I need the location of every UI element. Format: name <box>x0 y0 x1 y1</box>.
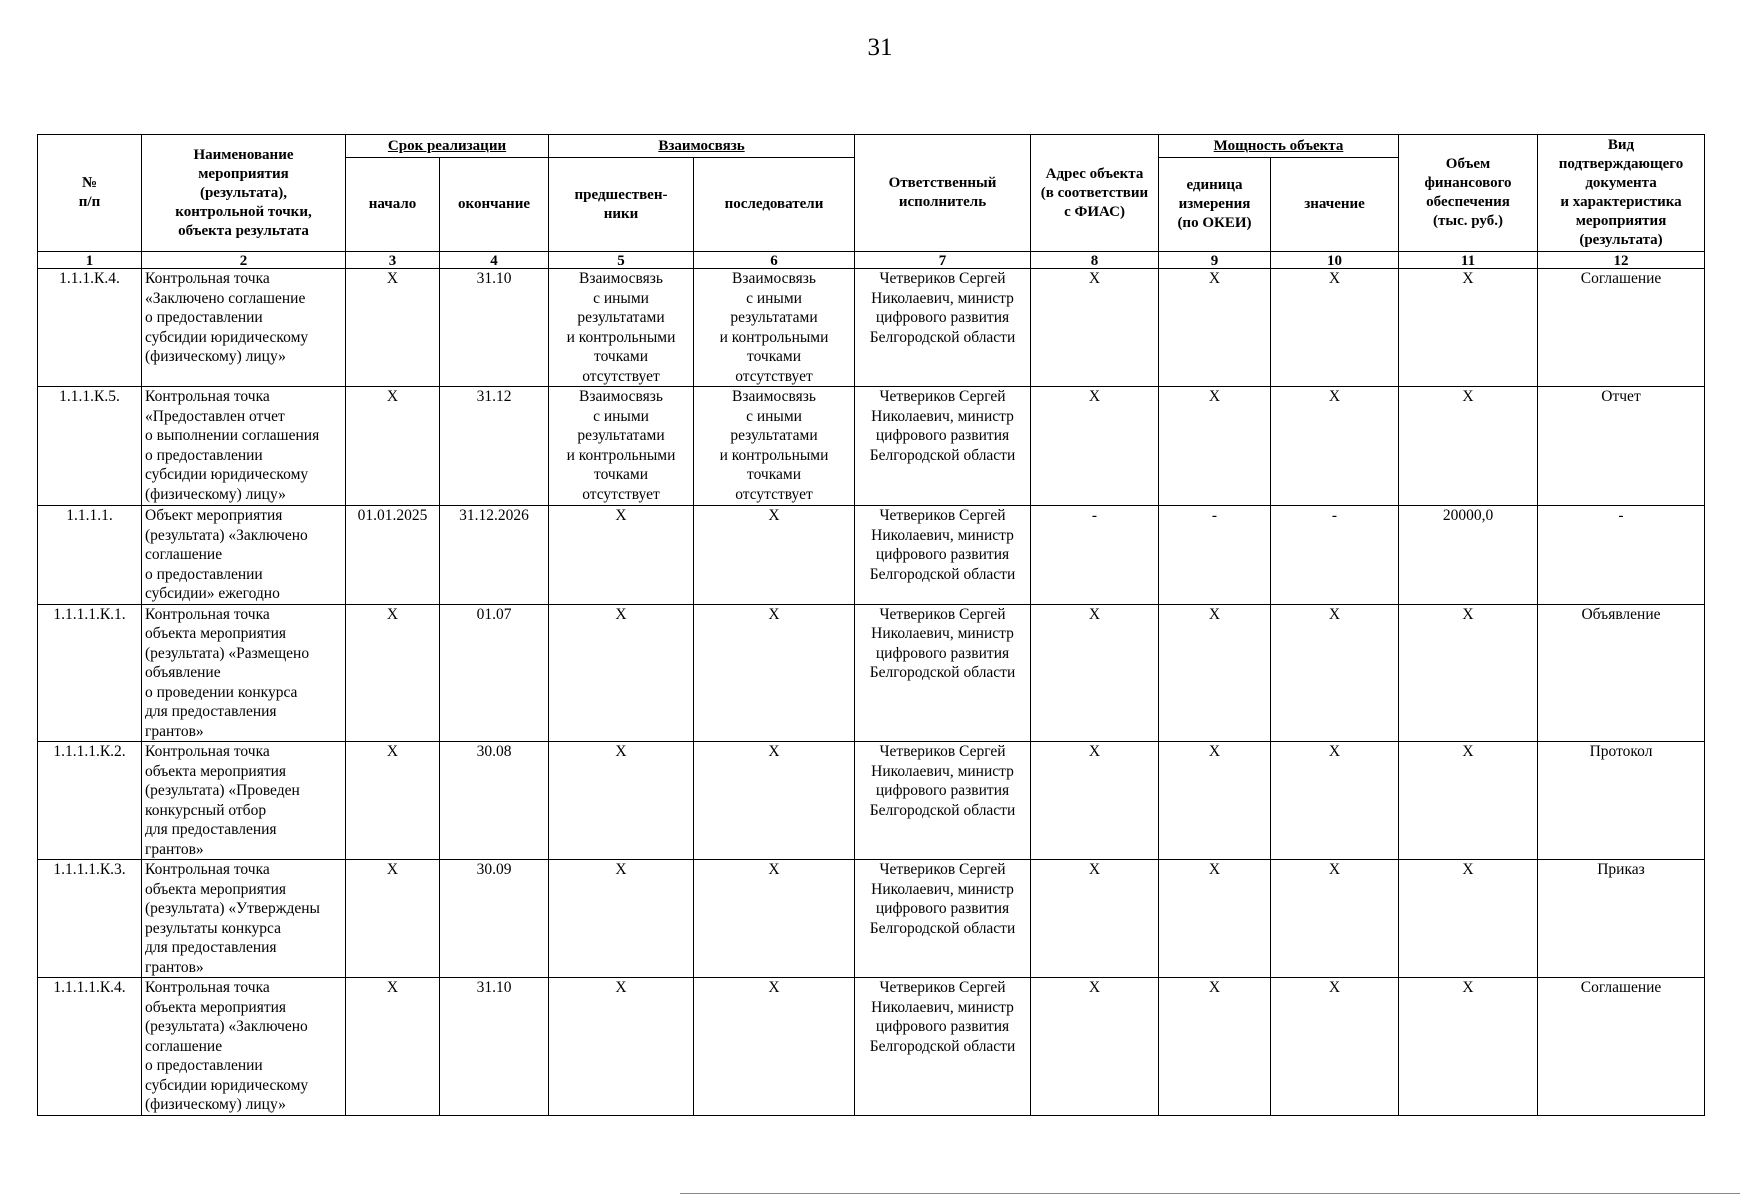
header-funding: Объем финансового обеспечения (тыс. руб.) <box>1399 135 1538 252</box>
footer-rule <box>680 1193 1740 1194</box>
row-start: X <box>346 978 440 1116</box>
row-successors: Взаимосвязь с иными результатами и контрольными точками отсутствует <box>694 387 855 506</box>
column-number: 3 <box>346 252 440 269</box>
row-predecessors: X <box>549 860 694 978</box>
row-unit: - <box>1159 506 1271 605</box>
column-number: 9 <box>1159 252 1271 269</box>
row-responsible: Четвериков Сергей Николаевич, министр цифрового развития Белгородской области <box>855 604 1031 742</box>
row-successors: X <box>694 860 855 978</box>
row-doc: Объявление <box>1538 604 1705 742</box>
row-unit: X <box>1159 860 1271 978</box>
row-successors: X <box>694 742 855 860</box>
header-num: № п/п <box>38 135 142 252</box>
row-end: 31.10 <box>440 269 549 387</box>
column-number-row <box>38 252 1705 269</box>
column-number: 8 <box>1031 252 1159 269</box>
row-responsible: Четвериков Сергей Николаевич, министр цифрового развития Белгородской области <box>855 269 1031 387</box>
row-successors: X <box>694 978 855 1116</box>
row-responsible: Четвериков Сергей Николаевич, министр цифрового развития Белгородской области <box>855 978 1031 1116</box>
row-end: 30.08 <box>440 742 549 860</box>
row-end: 01.07 <box>440 604 549 742</box>
row-value: X <box>1271 860 1399 978</box>
row-responsible: Четвериков Сергей Николаевич, министр цифрового развития Белгородской области <box>855 742 1031 860</box>
row-unit: X <box>1159 604 1271 742</box>
row-funding: X <box>1399 604 1538 742</box>
row-name: Контрольная точка объекта мероприятия (результата) «Заключено соглашение о предоставлении субсидии юридическому (физическому) лицу» <box>142 978 346 1116</box>
row-end: 31.12 <box>440 387 549 506</box>
row-funding: X <box>1399 387 1538 506</box>
table-row <box>38 978 1705 1116</box>
row-end: 31.12.2026 <box>440 506 549 605</box>
row-doc: Отчет <box>1538 387 1705 506</box>
row-address: X <box>1031 860 1159 978</box>
header-predecessors: предшествен- ники <box>549 158 694 252</box>
row-num: 1.1.1.1.К.4. <box>38 978 142 1116</box>
header-end: окончание <box>440 158 549 252</box>
row-funding: X <box>1399 269 1538 387</box>
header-address: Адрес объекта (в соответствии с ФИАС) <box>1031 135 1159 252</box>
header-name: Наименование мероприятия (результата), контрольной точки, объекта результата <box>142 135 346 252</box>
table-body <box>38 269 1705 1116</box>
row-successors: X <box>694 604 855 742</box>
row-responsible: Четвериков Сергей Николаевич, министр цифрового развития Белгородской области <box>855 860 1031 978</box>
row-unit: X <box>1159 387 1271 506</box>
row-address: X <box>1031 269 1159 387</box>
row-unit: X <box>1159 978 1271 1116</box>
row-start: X <box>346 604 440 742</box>
column-number: 7 <box>855 252 1031 269</box>
row-predecessors: Взаимосвязь с иными результатами и контрольными точками отсутствует <box>549 269 694 387</box>
column-number: 1 <box>38 252 142 269</box>
row-num: 1.1.1.1.К.2. <box>38 742 142 860</box>
table-row <box>38 387 1705 506</box>
header-value: значение <box>1271 158 1399 252</box>
row-address: X <box>1031 604 1159 742</box>
row-value: - <box>1271 506 1399 605</box>
header-unit: единица измерения (по ОКЕИ) <box>1159 158 1271 252</box>
schedule-table <box>37 134 1705 1116</box>
row-successors: Взаимосвязь с иными результатами и контрольными точками отсутствует <box>694 269 855 387</box>
row-predecessors: X <box>549 604 694 742</box>
row-end: 31.10 <box>440 978 549 1116</box>
header-capacity: Мощность объекта <box>1159 135 1399 158</box>
table-header <box>38 135 1705 269</box>
row-predecessors: X <box>549 978 694 1116</box>
column-number: 11 <box>1399 252 1538 269</box>
row-num: 1.1.1.1.К.3. <box>38 860 142 978</box>
page-number: 31 <box>867 34 893 61</box>
row-name: Контрольная точка объекта мероприятия (результата) «Проведен конкурсный отбор для предоставления грантов» <box>142 742 346 860</box>
column-number: 12 <box>1538 252 1705 269</box>
row-start: X <box>346 387 440 506</box>
row-funding: X <box>1399 978 1538 1116</box>
row-value: X <box>1271 269 1399 387</box>
row-predecessors: Взаимосвязь с иными результатами и контрольными точками отсутствует <box>549 387 694 506</box>
header-link: Взаимосвязь <box>549 135 855 158</box>
row-unit: X <box>1159 742 1271 860</box>
row-num: 1.1.1.1.К.1. <box>38 604 142 742</box>
row-value: X <box>1271 978 1399 1116</box>
row-predecessors: X <box>549 742 694 860</box>
row-value: X <box>1271 742 1399 860</box>
row-address: X <box>1031 387 1159 506</box>
row-address: - <box>1031 506 1159 605</box>
row-start: X <box>346 742 440 860</box>
row-num: 1.1.1.1. <box>38 506 142 605</box>
row-responsible: Четвериков Сергей Николаевич, министр цифрового развития Белгородской области <box>855 387 1031 506</box>
row-name: Контрольная точка «Заключено соглашение о предоставлении субсидии юридическому (физическому) лицу» <box>142 269 346 387</box>
row-funding: 20000,0 <box>1399 506 1538 605</box>
table-row <box>38 604 1705 742</box>
row-name: Контрольная точка объекта мероприятия (результата) «Утверждены результаты конкурса для предоставления грантов» <box>142 860 346 978</box>
header-responsible: Ответственный исполнитель <box>855 135 1031 252</box>
row-doc: Протокол <box>1538 742 1705 860</box>
row-doc: Соглашение <box>1538 269 1705 387</box>
row-value: X <box>1271 604 1399 742</box>
row-doc: Приказ <box>1538 860 1705 978</box>
row-successors: X <box>694 506 855 605</box>
row-num: 1.1.1.К.4. <box>38 269 142 387</box>
column-number: 2 <box>142 252 346 269</box>
row-doc: - <box>1538 506 1705 605</box>
row-start: X <box>346 269 440 387</box>
row-funding: X <box>1399 860 1538 978</box>
column-number: 4 <box>440 252 549 269</box>
row-value: X <box>1271 387 1399 506</box>
column-number: 5 <box>549 252 694 269</box>
row-end: 30.09 <box>440 860 549 978</box>
row-start: X <box>346 860 440 978</box>
row-unit: X <box>1159 269 1271 387</box>
row-doc: Соглашение <box>1538 978 1705 1116</box>
header-successors: последователи <box>694 158 855 252</box>
row-address: X <box>1031 742 1159 860</box>
header-period: Срок реализации <box>346 135 549 158</box>
table-row <box>38 269 1705 387</box>
row-start: 01.01.2025 <box>346 506 440 605</box>
row-responsible: Четвериков Сергей Николаевич, министр цифрового развития Белгородской области <box>855 506 1031 605</box>
row-name: Объект мероприятия (результата) «Заключено соглашение о предоставлении субсидии» ежегодно <box>142 506 346 605</box>
row-num: 1.1.1.К.5. <box>38 387 142 506</box>
column-number: 10 <box>1271 252 1399 269</box>
column-number: 6 <box>694 252 855 269</box>
row-name: Контрольная точка объекта мероприятия (результата) «Размещено объявление о проведении конкурса для предоставления грантов» <box>142 604 346 742</box>
table-row <box>38 742 1705 860</box>
row-name: Контрольная точка «Предоставлен отчет о выполнении соглашения о предоставлении субсидии юридическому (физическому) лицу» <box>142 387 346 506</box>
row-funding: X <box>1399 742 1538 860</box>
table-row <box>38 860 1705 978</box>
header-doc-type: Вид подтверждающего документа и характеристика мероприятия (результата) <box>1538 135 1705 252</box>
table-row <box>38 506 1705 605</box>
header-start: начало <box>346 158 440 252</box>
row-address: X <box>1031 978 1159 1116</box>
row-predecessors: X <box>549 506 694 605</box>
